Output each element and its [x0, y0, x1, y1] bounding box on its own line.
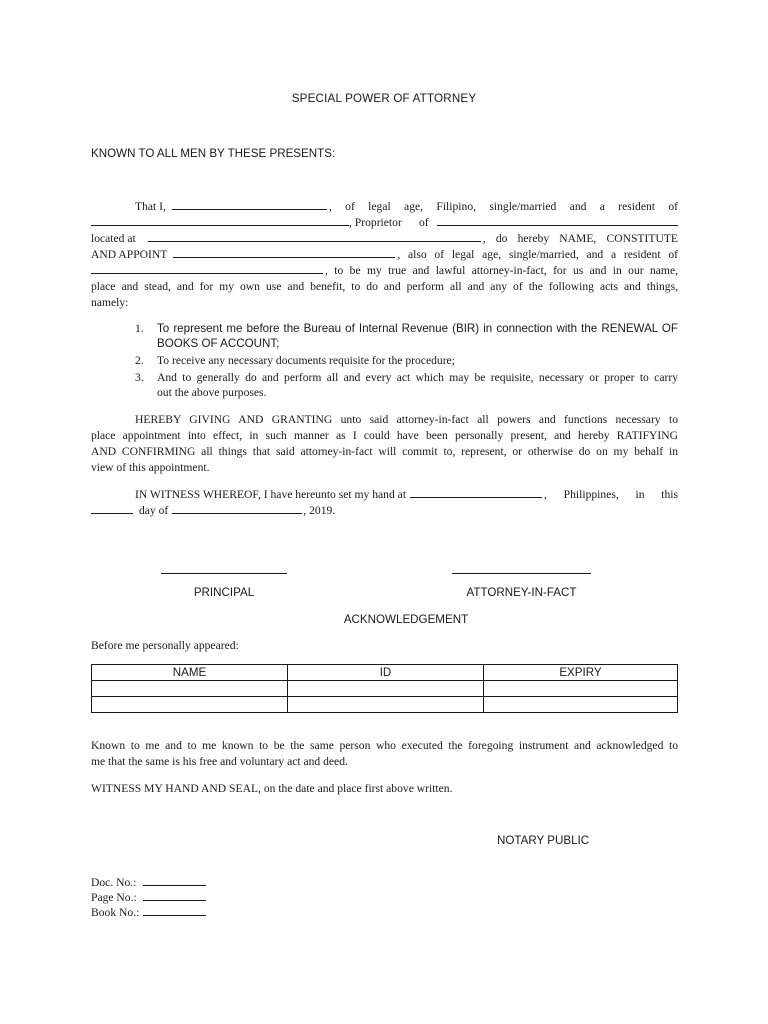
- notary-public-label: NOTARY PUBLIC: [497, 834, 590, 847]
- book-no-label: Book No.:: [91, 906, 140, 919]
- residence-blank[interactable]: [91, 215, 349, 226]
- of-text: of: [419, 216, 429, 229]
- located-at-text: located at: [91, 232, 136, 245]
- place-stead-text: place and stead, and for my own use and benefit, to do and perform all and any of the following acts and things,: [91, 280, 678, 293]
- table-row: [92, 697, 678, 713]
- page-no-blank[interactable]: [143, 890, 206, 901]
- witness-whereof-text: IN WITNESS WHEREOF, I have hereunto set my hand at: [135, 488, 407, 501]
- granting-line: HEREBY GIVING AND GRANTING unto said attorney-in-fact all powers and functions necessary to: [135, 413, 678, 426]
- table-cell[interactable]: [288, 697, 484, 713]
- paragraph-witness: [91, 487, 678, 519]
- before-me-text: Before me personally appeared:: [91, 639, 239, 652]
- philippines-text: , Philippines, in this: [544, 488, 678, 501]
- attorney-name-blank[interactable]: [173, 247, 395, 258]
- paragraph-appointment: [91, 199, 678, 311]
- appoint-text: AND APPOINT: [91, 248, 168, 261]
- page-no-label: Page No.:: [91, 891, 137, 904]
- doc-no-label: Doc. No.:: [91, 876, 137, 889]
- known-to-me-paragraph: Known to me and to me known to be the same person who executed the foregoing instrument and acknowledged to me that the same is his free and voluntary act and deed.: [91, 739, 678, 768]
- table-cell[interactable]: [288, 681, 484, 697]
- column-header-expiry: EXPIRY: [484, 665, 678, 681]
- also-legal-age-text: , also of legal age, single/married, and a resident of: [397, 248, 678, 261]
- notarial-records: [91, 875, 206, 920]
- table-cell[interactable]: [484, 697, 678, 713]
- business-name-blank[interactable]: [437, 215, 678, 226]
- paragraph-granting: HEREBY GIVING AND GRANTING unto said attorney-in-fact all powers and functions necessary to place appointment into effect, in such manner as I could have been personally present, and hereby RATIFYING AND CONFIRMING all things that said attorney-in-fact will commit to, represent, or otherwise do on my behalf in view of this appointment.: [91, 413, 678, 474]
- appearance-table: [91, 664, 678, 713]
- column-header-name: NAME: [92, 665, 288, 681]
- column-header-id: ID: [288, 665, 484, 681]
- list-item: 2. To receive any necessary documents requisite for the procedure;: [135, 354, 455, 367]
- month-blank[interactable]: [172, 503, 302, 514]
- book-no-blank[interactable]: [143, 905, 206, 916]
- principal-name-blank[interactable]: [172, 199, 327, 210]
- doc-no-blank[interactable]: [143, 875, 206, 886]
- day-blank[interactable]: [91, 503, 133, 514]
- namely-text: namely:: [91, 296, 129, 309]
- table-cell[interactable]: [92, 697, 288, 713]
- business-address-blank[interactable]: [148, 231, 481, 242]
- intro-line: KNOWN TO ALL MEN BY THESE PRESENTS:: [91, 147, 336, 160]
- list-item: 1. To represent me before the Bureau of Internal Revenue (BIR) in connection with the RENEWAL OF BOOKS OF ACCOUNT;: [135, 322, 678, 350]
- that-i-text: That I,: [135, 200, 166, 213]
- witness-seal-text: WITNESS MY HAND AND SEAL, on the date and place first above written.: [91, 782, 453, 795]
- powers-list: [135, 321, 678, 401]
- table-cell[interactable]: [484, 681, 678, 697]
- attorney-signature-line[interactable]: [452, 573, 591, 574]
- place-blank[interactable]: [410, 487, 542, 498]
- year-text: , 2019.: [303, 504, 336, 517]
- document-title: SPECIAL POWER OF ATTORNEY: [291, 92, 477, 105]
- legal-age-text: , of legal age, Filipino, single/married and a resident of: [328, 200, 678, 213]
- proprietor-text: , Proprietor: [349, 216, 402, 229]
- principal-label: PRINCIPAL: [193, 586, 255, 599]
- attorney-residence-blank[interactable]: [91, 263, 323, 274]
- table-header-row: [92, 665, 678, 681]
- true-lawful-text: , to be my true and lawful attorney-in-fact, for us and in our name,: [325, 264, 678, 277]
- acknowledgement-title: ACKNOWLEDGEMENT: [343, 613, 469, 626]
- table-cell[interactable]: [92, 681, 288, 697]
- table-row: [92, 681, 678, 697]
- principal-signature-line[interactable]: [161, 573, 287, 574]
- day-of-text: day of: [139, 504, 169, 517]
- constitute-text: , do hereby NAME, CONSTITUTE: [482, 232, 678, 245]
- list-item: 3. And to generally do and perform all and every act which may be requisite, necessary or proper to carry out the above purposes.: [135, 371, 678, 399]
- attorney-label: ATTORNEY-IN-FACT: [466, 586, 577, 599]
